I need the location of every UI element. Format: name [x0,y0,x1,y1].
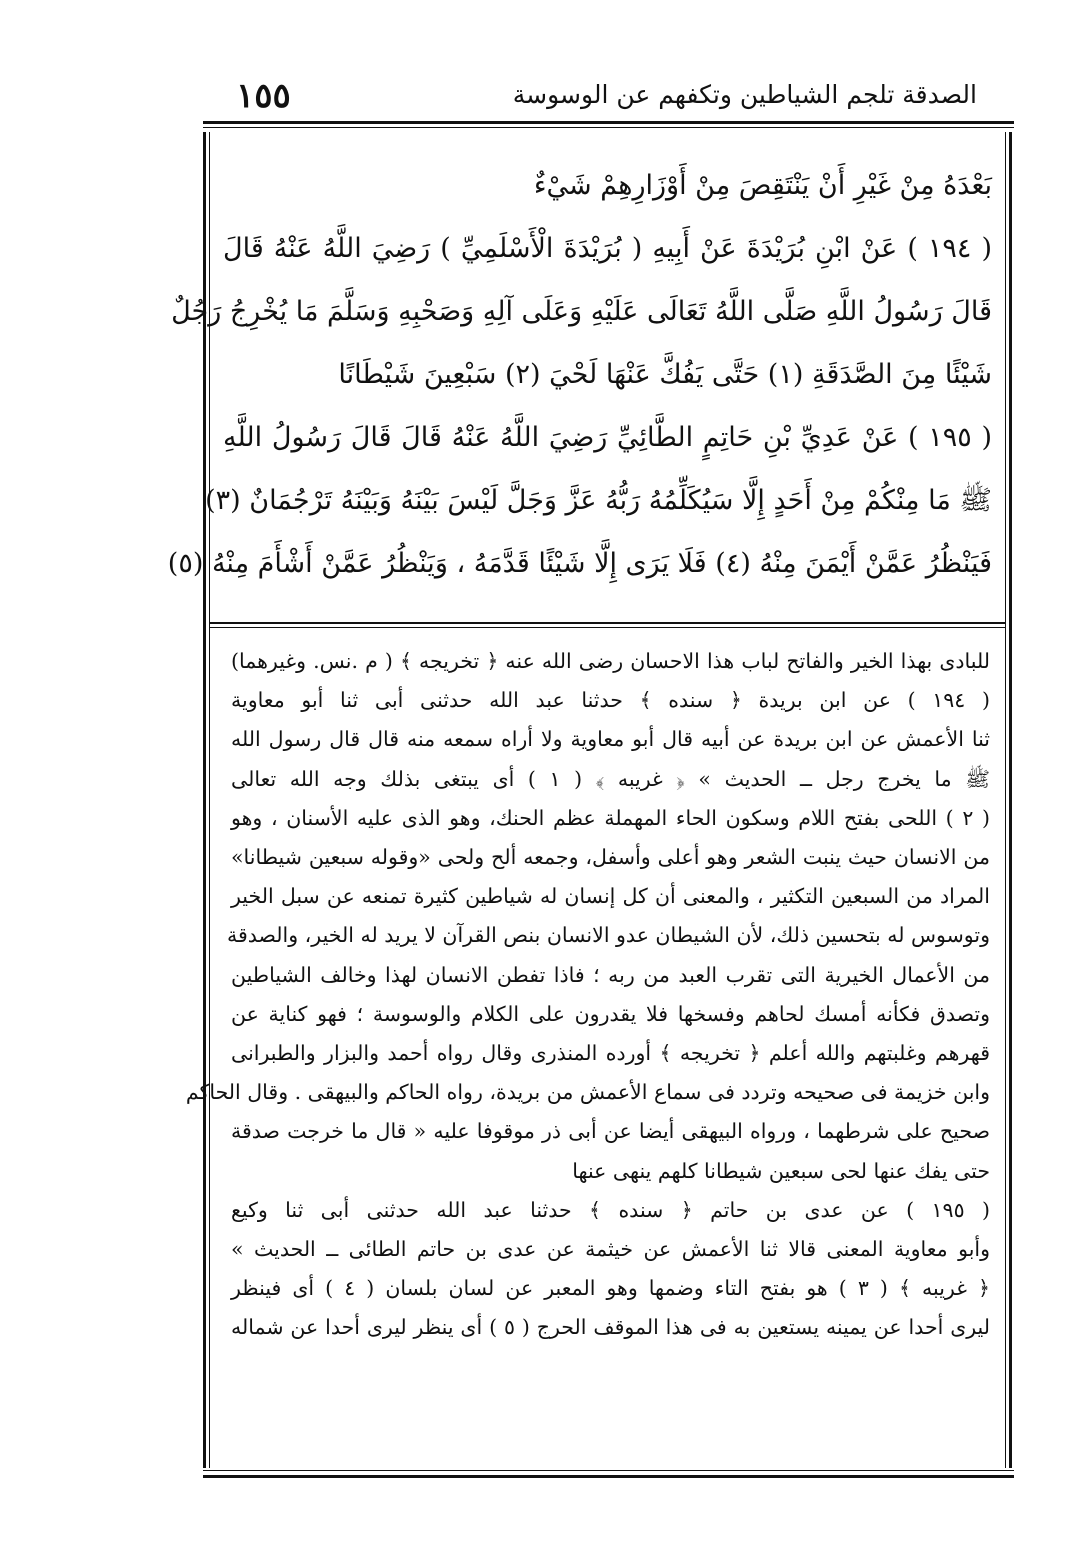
bottom-rule-thin [203,1470,1014,1471]
main-text-line: بَعْدَهُ مِنْ غَيْرِ أَنْ يَنْتَقِصَ مِنْ أَوْزَارِهِمْ شَيْءٌ [533,170,992,201]
footnote-line: المراد من السبعين التكثير ، والمعنى أن كل إنسان له شياطين كثيرة تمنعه عن سبل الخير [231,884,990,909]
main-text-line: ( ١٩٤ ) عَنْ ابْنِ بُرَيْدَةَ عَنْ أَبِيهِ ( بُرَيْدَةَ الْأَسْلَمِيِّ ) رَضِيَ اللَّهُ عَنْهُ قَالَ [223,233,992,264]
footnote-line: من الانسان حيث ينبت الشعر وهو أعلى وأسفل، وجمعه ألح ولحى «وقوله سبعين شيطانا» [231,845,990,870]
footnote-line: من الأعمال الخيرية التى تقرب العبد من ربه ؛ فاذا تفطن الانسان لهذا وخالف الشياطين [231,962,990,987]
footnote-line: قهرهم وغلبتهم والله أعلم ﴿ تخريجه ﴾ أورده المنذرى وقال رواه أحمد والبزار والطبرانى [231,1041,990,1066]
footnote-line: للبادى بهذا الخير والفاتح لباب هذا الاحسان رضى الله عنه ﴿ تخريجه ﴾ ( م .نس. وغيرهما) [231,649,990,673]
section-divider-thin [209,627,1006,628]
footnote-line: وابن خزيمة فى صحيحه وتردد فى سماع الأعمش من بريدة، رواه الحاكم والبيهقى . وقال الحاكم [185,1080,990,1105]
footnote-line: ( ٢ ) اللحى بفتح اللام وسكون الحاء المهملة عظم الحنك، وهو الذى عليه الأسنان ، وهو [231,805,990,830]
bottom-rule-thick [203,1475,1014,1478]
page-frame [167,132,1012,1468]
footnote-line: وأبو معاوية المعنى قالا ثنا الأعمش عن خيثمة عن عدى بن حاتم الطائى ــ الحديث » [231,1237,990,1262]
main-text-line: فَيَنْظُرُ عَمَّنْ أَيْمَنَ مِنْهُ (٤) فَلَا يَرَى إِلَّا شَيْئًا قَدَّمَهُ ، وَيَنْظُرُ عَمَّنْ أَشْأَمَ مِنْهُ (٥) [167,548,992,579]
top-rule-thick [203,121,1014,124]
main-text-line: ( ١٩٥ ) عَنْ عَدِيِّ بْنِ حَاتِمٍ الطَّائِيِّ رَضِيَ اللَّهُ عَنْهُ قَالَ قَالَ رَسُولُ اللَّهِ [223,422,992,453]
footnote-line: صحيح على شرطهما ، ورواه البيهقى أيضا عن أبى ذر موقوفا عليه « قال ما خرجت صدقة [231,1119,990,1144]
top-rule-thin [203,127,1014,128]
frame-right-bar [1009,132,1012,1468]
frame-right-bar-inner [1005,132,1006,1468]
footnote-line: ( ١٩٥ ) عن عدى بن حاتم ﴿ سنده ﴾ حدثنا عبد الله حدثنى أبى ثنا وكيع [231,1197,990,1222]
footnote-line: ( ١٩٤ ) عن ابن بريدة ﴿ سنده ﴾ حدثنا عبد الله حدثنى أبى ثنا أبو معاوية [231,688,991,713]
footnote-line: ﴿ غريبه ﴾ ( ٣ ) هو بفتح التاء وضمها وهو المعبر عن لسان بلسان ( ٤ ) أى فينظر [231,1276,991,1301]
main-text-line: ﷺ مَا مِنْكُمْ مِنْ أَحَدٍ إِلَّا سَيُكَلِّمُهُ رَبُّهُ عَزَّ وَجَلَّ لَيْسَ بَيْنَهُ وَبَيْنَهُ تَرْجُمَانٌ (٣) [205,485,992,516]
footnote-line: ثنا الأعمش عن ابن بريدة عن أبيه قال أبو معاوية ولا أراه سمعه منه قال قال رسول الله [231,727,990,752]
main-text-line: شَيْئًا مِنَ الصَّدَقَةِ (١) حَتَّى يَفُكَّ عَنْهَا لَحْيَ (٢) سَبْعِينَ شَيْطَانًا [338,359,992,390]
section-divider-thick [209,622,1006,624]
footnotes [185,642,991,1348]
footnote-line: حتى يفك عنها لحى سبعين شيطانا كلهم ينهى عنها [572,1158,990,1183]
footnote-line: ليرى أحدا عن يمينه يستعين به فى هذا الموقف الحرج ( ٥ ) أى ينظر ليرى أحدا عن شماله [231,1315,990,1340]
page-number: ١٥٥ [236,76,291,116]
footnote-line: وتصدق فكأنه أمسك لحاهم وفسخها فلا يقدرون على الكلام والوسوسة ؛ فهو كناية عن [231,1001,990,1026]
footnote-line: وتوسوس له بتحسين ذلك، لأن الشيطان عدو الانسان بنص القرآن لا يريد له الخير، والصدقة [226,923,990,948]
main-text-line: قَالَ رَسُولُ اللَّهِ صَلَّى اللَّهُ تَعَالَى عَلَيْهِ وَعَلَى آلِهِ وَصَحْبِهِ وَسَلَّمَ مَا يُخْرِجُ رَجُلٌ [171,296,992,327]
footnote-line: ﷺ ما يخرج رجل ــ الحديث » ﴿ غريبه ﴾ ( ١ ) أى يبتغى بذلك وجه الله تعالى [231,766,990,791]
running-title: الصدقة تلجم الشياطين وتكفهم عن الوسوسة [512,80,977,109]
main-text [167,154,992,595]
